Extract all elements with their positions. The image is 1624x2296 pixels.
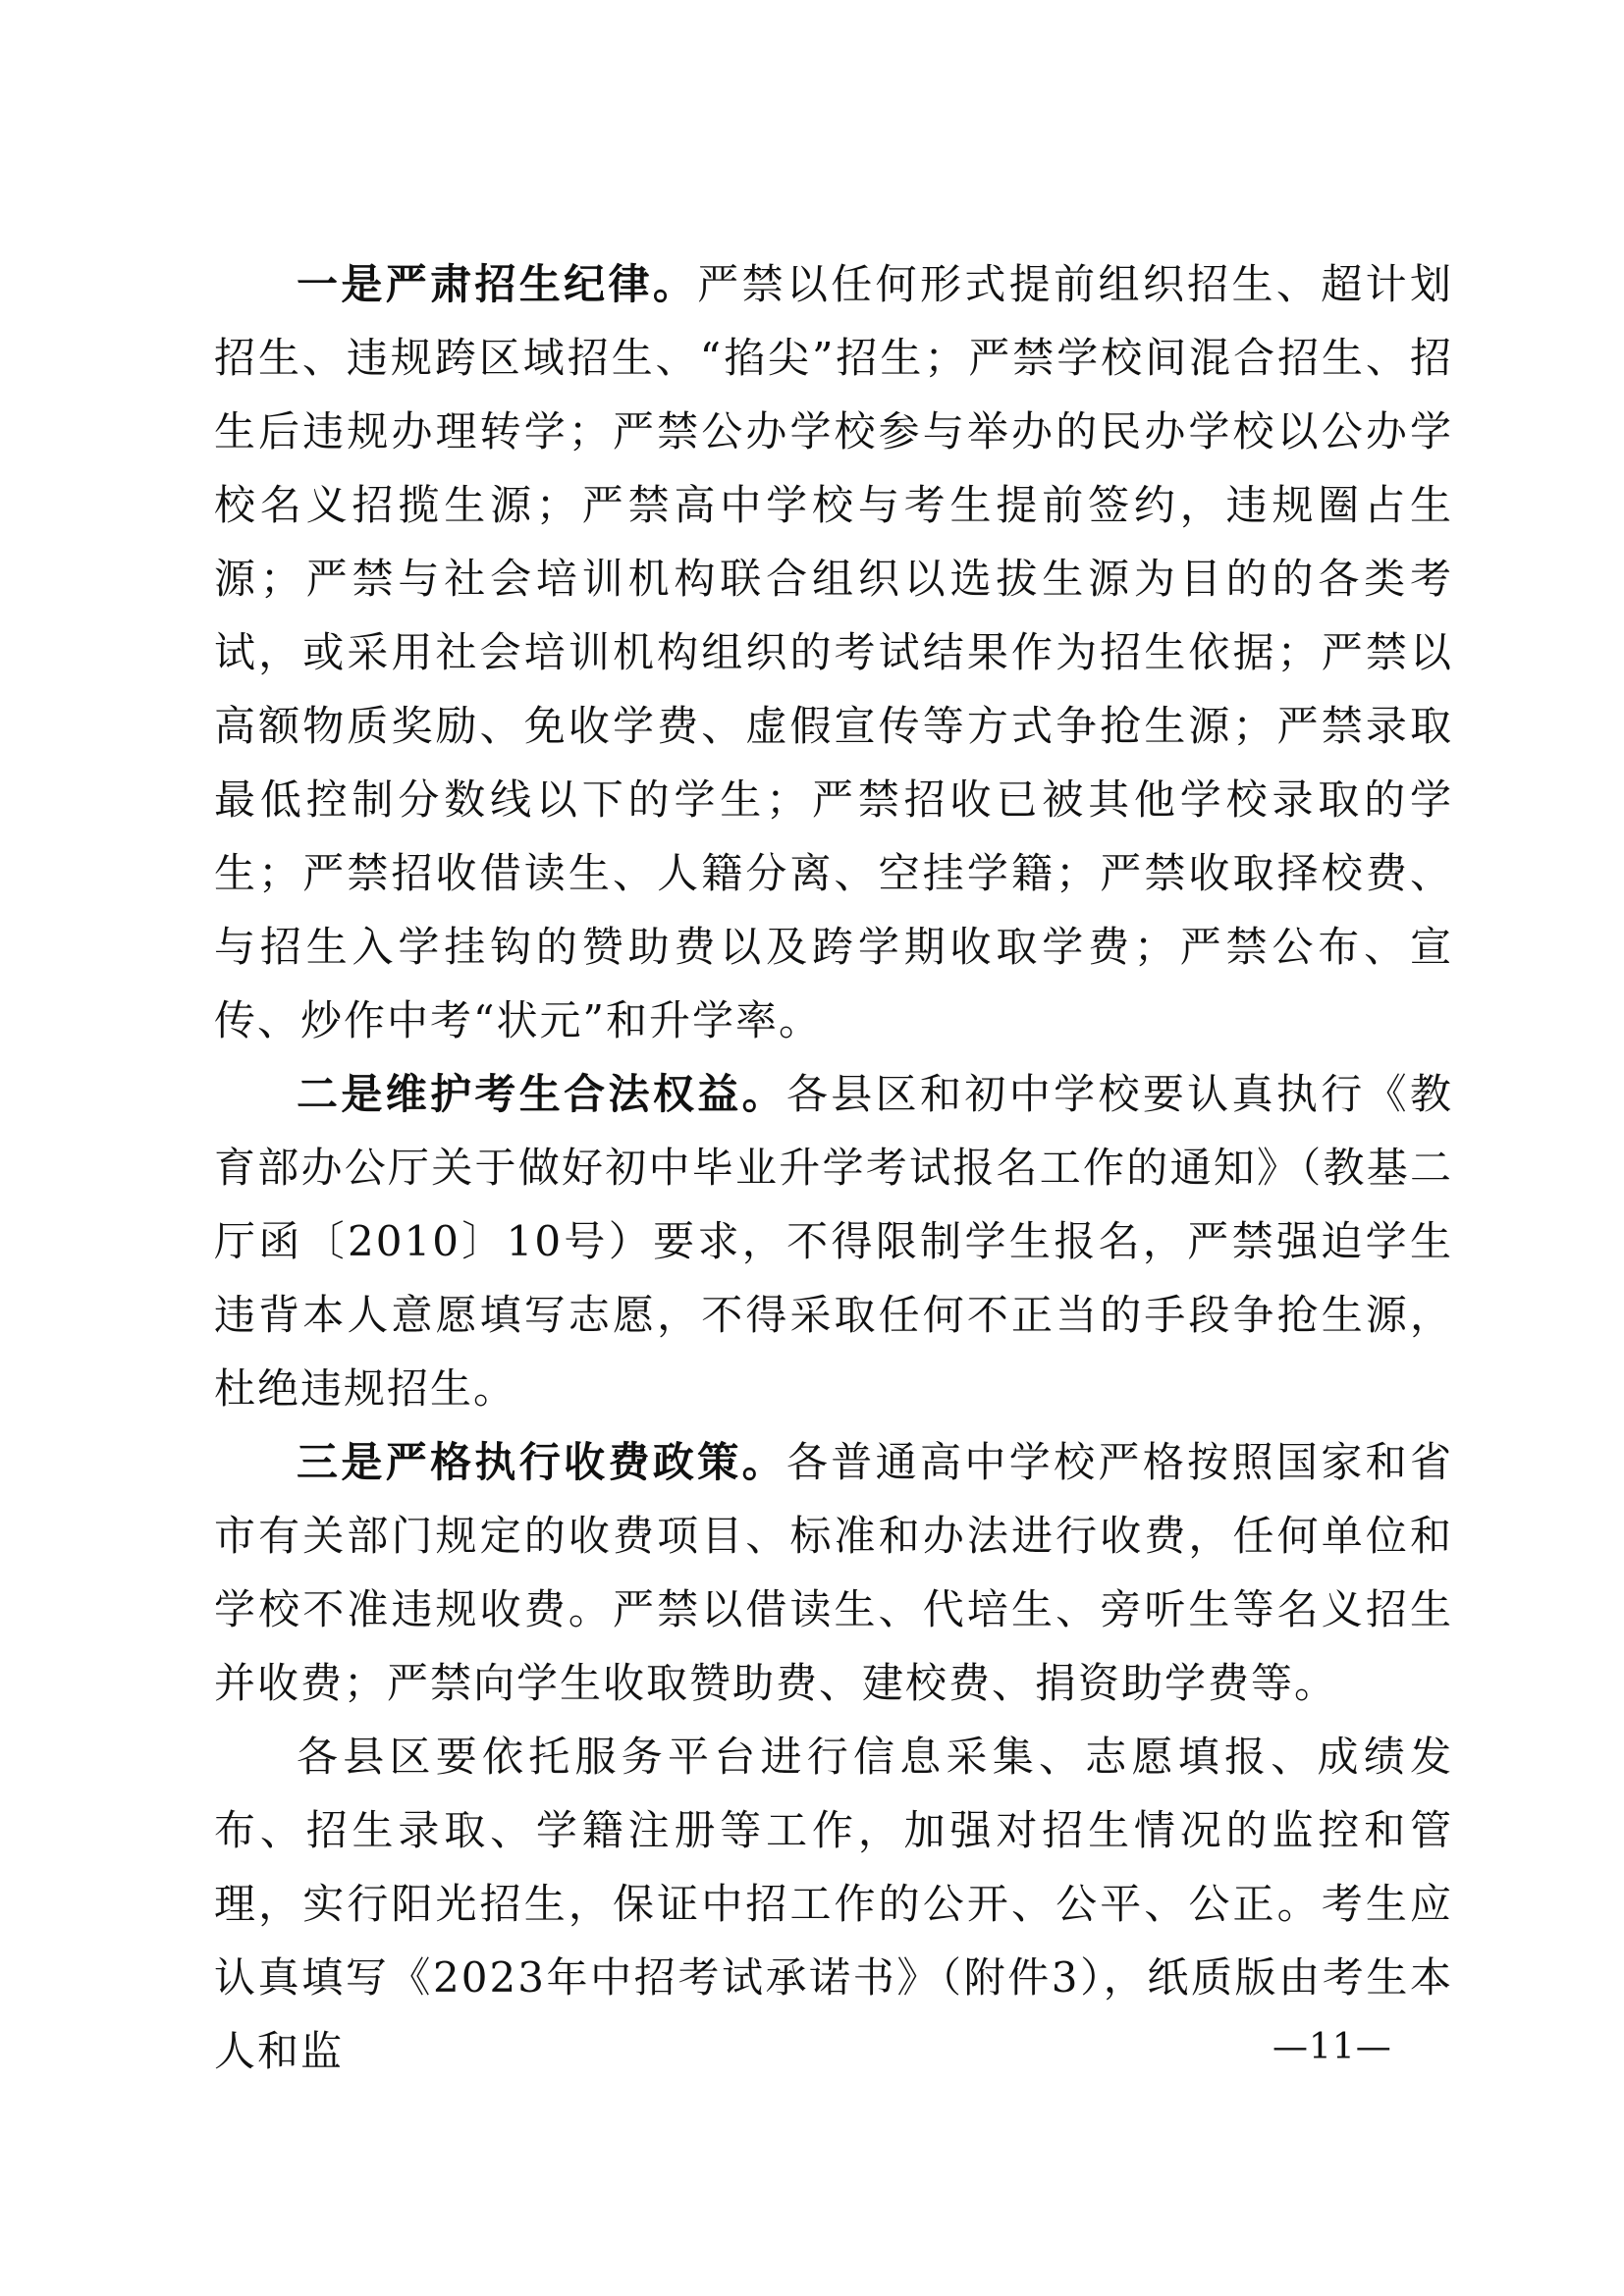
paragraph-fee-policy bbox=[214, 1425, 1453, 1720]
paragraph-text: 各县区和初中学校要认真执行《教育部办公厅关于做好初中毕业升学考试报名工作的通知》（教基二厅函〔2010〕10号）要求，不得限制学生报名，严禁强迫学生违背本人意愿填写志愿，不得采取任何不正当的手段争抢生源，杜绝违规招生。 bbox=[214, 1070, 1453, 1413]
paragraph-heading: 一是严肃招生纪律。 bbox=[297, 260, 698, 308]
document-body bbox=[214, 247, 1453, 2088]
paragraph-text: 各普通高中学校严格按照国家和省市有关部门规定的收费项目、标准和办法进行收费，任何单位和学校不准违规收费。严禁以借读生、代培生、旁听生等名义招生并收费；严禁向学生收取赞助费、建校费、捐资助学费等。 bbox=[214, 1438, 1453, 1707]
paragraph-heading: 三是严格执行收费政策。 bbox=[297, 1438, 786, 1486]
paragraph-service-platform bbox=[214, 1720, 1453, 2088]
paragraph-text: 严禁以任何形式提前组织招生、超计划招生、违规跨区域招生、“掐尖”招生；严禁学校间混合招生、招生后违规办理转学；严禁公办学校参与举办的民办学校以公办学校名义招揽生源；严禁高中学校与考生提前签约，违规圈占生源；严禁与社会培训机构联合组织以选拔生源为目的的各类考试，或采用社会培训机构组织的考试结果作为招生依据；严禁以高额物质奖励、免收学费、虚假宣传等方式争抢生源；严禁录取最低控制分数线以下的学生；严禁招收已被其他学校录取的学生；严禁招收借读生、人籍分离、空挂学籍；严禁收取择校费、与招生入学挂钩的赞助费以及跨学期收取学费；严禁公布、宣传、炒作中考“状元”和升学率。 bbox=[214, 260, 1453, 1044]
paragraph-text: 各县区要依托服务平台进行信息采集、志愿填报、成绩发布、招生录取、学籍注册等工作，加强对招生情况的监控和管理，实行阳光招生，保证中招工作的公开、公平、公正。考生应认真填写《2023年中招考试承诺书》（附件3），纸质版由考生本人和监 bbox=[214, 1733, 1453, 2075]
paragraph-enrollment-discipline bbox=[214, 247, 1453, 1057]
paragraph-candidate-rights bbox=[214, 1057, 1453, 1425]
paragraph-heading: 二是维护考生合法权益。 bbox=[297, 1070, 786, 1118]
page-number: —11— bbox=[1272, 2027, 1392, 2067]
